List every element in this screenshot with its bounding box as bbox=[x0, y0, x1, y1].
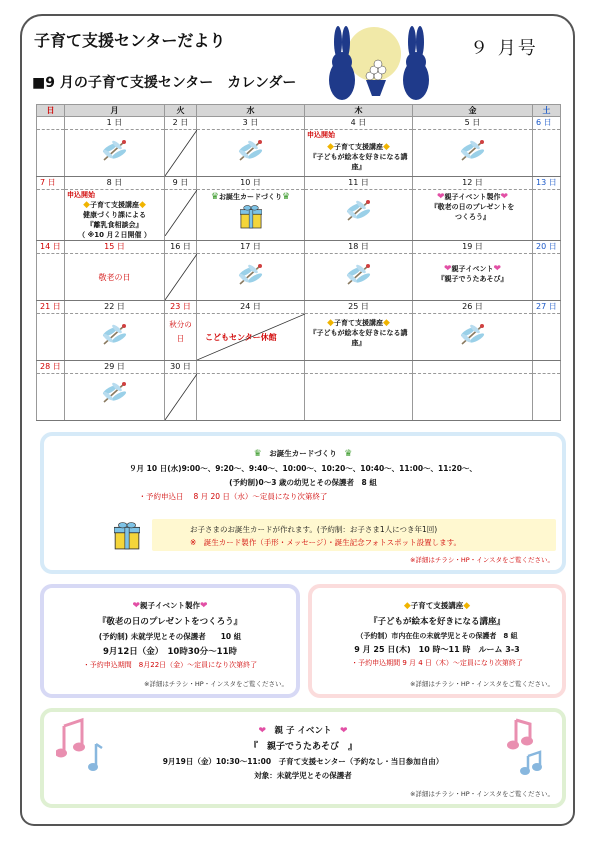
week1-content bbox=[37, 130, 561, 177]
birthday-card-section bbox=[40, 432, 566, 574]
event-name: 『子どもが絵本を好きになる講座』 bbox=[368, 617, 505, 627]
schedule-text: 9 月 25 日(木) 10 時～11 時 ルーム 3-3 bbox=[354, 645, 520, 654]
issue-label: ９ 月号 bbox=[470, 38, 538, 59]
eligibility-text: (予約制)0～3 歳の幼児とその保護者 8 組 bbox=[229, 478, 377, 487]
date-cell bbox=[533, 361, 561, 374]
diamond-icon: ◆ bbox=[327, 142, 334, 152]
content-cell bbox=[413, 254, 533, 301]
dragonfly-icon bbox=[102, 138, 128, 164]
section-title: ❤ 親 子 イベント ❤ bbox=[258, 726, 348, 736]
date-cell bbox=[413, 361, 533, 374]
date-cell: 29 日 bbox=[65, 361, 165, 374]
content-cell bbox=[305, 130, 413, 177]
content-cell bbox=[197, 130, 305, 177]
weekday-tue: 火 bbox=[165, 105, 197, 117]
info-line: お子さまのお誕生カードが作れます。(予約制：お子さま1人につき年1回) bbox=[190, 525, 438, 534]
date-cell: 19 日 bbox=[413, 241, 533, 254]
week2-content bbox=[37, 190, 561, 241]
event-name: 『敬老の日のプレゼントをつくろう』 bbox=[97, 617, 243, 627]
content-cell bbox=[65, 130, 165, 177]
schedule-text: 9月12日（金） 10時30分～11時 bbox=[103, 647, 237, 657]
date-cell: 18 日 bbox=[305, 241, 413, 254]
week5-content bbox=[37, 374, 561, 421]
dragonfly-icon bbox=[102, 380, 128, 406]
week2-dates bbox=[37, 177, 561, 190]
calendar-title: ■9 月の子育て支援センター カレンダー bbox=[32, 75, 297, 91]
schedule-text: ９月 10 日(水)9:00～、9:20～、9:40～、10:00～、10:20～、10:40～、11:00～、11:20～、 bbox=[129, 464, 477, 473]
dragonfly-icon bbox=[238, 262, 264, 288]
heart-icon: ❤ bbox=[132, 601, 140, 611]
newsletter-title: 子育て支援センターだより bbox=[28, 28, 231, 51]
content-cell bbox=[533, 314, 561, 361]
content-cell bbox=[37, 374, 65, 421]
crown-icon: ♛ bbox=[344, 449, 353, 459]
date-cell: 21 日 bbox=[37, 301, 65, 314]
info-strip bbox=[152, 519, 556, 551]
section-title: ♛ お誕生カードづくり ♛ bbox=[253, 449, 353, 459]
application-text: ・予約申込期間 9 月 4 日（木）～定員になり次第終了 bbox=[351, 659, 523, 667]
closed-label: こどもセンター休館 bbox=[205, 333, 277, 342]
date-cell: 10 日 bbox=[197, 177, 305, 190]
content-cell bbox=[165, 190, 197, 241]
date-cell: 3 日 bbox=[197, 117, 305, 130]
content-cell bbox=[533, 374, 561, 421]
dragonfly-icon bbox=[346, 262, 372, 288]
date-cell: 7 日 bbox=[37, 177, 65, 190]
slash-mark bbox=[165, 130, 197, 176]
weekday-mon: 月 bbox=[65, 105, 165, 117]
date-cell: 16 日 bbox=[165, 241, 197, 254]
date-cell: 27 日 bbox=[533, 301, 561, 314]
apply-start-tag: 申込開始 bbox=[67, 191, 95, 199]
week3-dates bbox=[37, 241, 561, 254]
event-text: ❤親子イベント❤ 『親子でうたあそび』 bbox=[437, 264, 508, 283]
details-note: ※詳細はチラシ・HP・インスタをご覧ください。 bbox=[409, 556, 554, 564]
heart-icon: ❤ bbox=[200, 601, 208, 611]
week4-content bbox=[37, 314, 561, 361]
content-cell bbox=[413, 130, 533, 177]
dragonfly-icon bbox=[346, 198, 372, 224]
date-cell: 24 日 bbox=[197, 301, 305, 314]
content-cell bbox=[413, 314, 533, 361]
content-cell bbox=[533, 254, 561, 301]
diamond-icon: ◆ bbox=[383, 318, 390, 328]
content-cell bbox=[197, 190, 305, 241]
content-cell bbox=[413, 190, 533, 241]
details-note: ※詳細はチラシ・HP・インスタをご覧ください。 bbox=[143, 680, 288, 688]
crown-icon: ♛ bbox=[253, 449, 262, 459]
week5-dates bbox=[37, 361, 561, 374]
heart-icon: ❤ bbox=[493, 264, 502, 274]
date-cell: 5 日 bbox=[413, 117, 533, 130]
content-cell bbox=[165, 314, 197, 361]
gift-icon bbox=[114, 522, 140, 550]
diamond-icon: ◆ bbox=[83, 200, 90, 210]
weekday-sun: 日 bbox=[37, 105, 65, 117]
content-cell bbox=[165, 130, 197, 177]
date-cell: 12 日 bbox=[413, 177, 533, 190]
event-text: ❤親子イベント製作❤ 『敬老の日のプレゼントを つくろう』 bbox=[430, 192, 515, 221]
date-cell: 2 日 bbox=[165, 117, 197, 130]
content-cell bbox=[65, 374, 165, 421]
details-note: ※詳細はチラシ・HP・インスタをご覧ください。 bbox=[409, 790, 554, 798]
date-cell bbox=[305, 361, 413, 374]
date-cell: 15 日 bbox=[65, 241, 165, 254]
date-cell: 20 日 bbox=[533, 241, 561, 254]
event-text: ◆子育て支援講座◆ 『子どもが絵本を好きになる講座』 bbox=[309, 318, 408, 347]
info-line: ※ 誕生カード製作（手形・メッセージ）・誕生記念フォトスポット設置します。 bbox=[190, 538, 462, 547]
details-note: ※詳細はチラシ・HP・インスタをご覧ください。 bbox=[409, 680, 554, 688]
date-cell: 14 日 bbox=[37, 241, 65, 254]
weekday-wed: 水 bbox=[197, 105, 305, 117]
content-cell bbox=[305, 314, 413, 361]
apply-start-tag: 申込開始 bbox=[307, 131, 335, 139]
crown-icon: ♛ bbox=[282, 192, 291, 202]
heart-icon: ❤ bbox=[500, 192, 509, 202]
content-cell bbox=[197, 314, 305, 361]
content-cell bbox=[533, 190, 561, 241]
section-title: ❤親子イベント製作❤ bbox=[132, 601, 208, 611]
date-cell: 6 日 bbox=[533, 117, 561, 130]
content-cell bbox=[37, 130, 65, 177]
diamond-icon: ◆ bbox=[383, 142, 390, 152]
moon-bunny-illustration bbox=[318, 24, 442, 102]
date-cell: 30 日 bbox=[165, 361, 197, 374]
diamond-icon: ◆ bbox=[403, 601, 411, 611]
parenting-lecture-section bbox=[308, 584, 566, 698]
content-cell bbox=[305, 190, 413, 241]
date-cell: 11 日 bbox=[305, 177, 413, 190]
date-cell: 17 日 bbox=[197, 241, 305, 254]
dragonfly-icon bbox=[238, 138, 264, 164]
dragonfly-icon bbox=[460, 322, 486, 348]
heart-icon: ❤ bbox=[443, 264, 452, 274]
dragonfly-icon bbox=[102, 322, 128, 348]
date-cell: 13 日 bbox=[533, 177, 561, 190]
event-text: ◆子育て支援講座◆ 『子どもが絵本を好きになる講座』 bbox=[309, 142, 408, 171]
date-cell: 26 日 bbox=[413, 301, 533, 314]
event-name: 『 親子でうたあそび 』 bbox=[248, 742, 357, 752]
content-cell bbox=[305, 254, 413, 301]
holiday-label: 秋分の 日 bbox=[169, 320, 192, 343]
date-cell: 22 日 bbox=[65, 301, 165, 314]
calendar-table bbox=[36, 104, 561, 421]
week3-content bbox=[37, 254, 561, 301]
dragonfly-icon bbox=[460, 138, 486, 164]
heart-icon: ❤ bbox=[258, 726, 267, 736]
content-cell bbox=[37, 314, 65, 361]
date-cell bbox=[37, 117, 65, 130]
holiday-label: 敬老の日 bbox=[98, 273, 131, 282]
weekday-fri: 金 bbox=[413, 105, 533, 117]
slash-mark bbox=[165, 374, 197, 420]
music-note-icon bbox=[498, 716, 548, 776]
schedule-text: 9月19日（金）10:30～11:00 子育て支援センター（予約なし・当日参加自由） bbox=[162, 757, 444, 766]
diamond-icon: ◆ bbox=[327, 318, 334, 328]
section-title: ◆子育て支援講座◆ bbox=[403, 601, 471, 611]
crown-icon: ♛ bbox=[210, 192, 219, 202]
content-cell bbox=[165, 374, 197, 421]
date-cell: 25 日 bbox=[305, 301, 413, 314]
application-text: ・予約申込期間 8月22日（金）～定員になり次第終了 bbox=[82, 661, 258, 669]
slash-mark bbox=[165, 254, 197, 300]
content-cell bbox=[197, 374, 305, 421]
date-cell bbox=[197, 361, 305, 374]
content-cell bbox=[413, 374, 533, 421]
week4-dates bbox=[37, 301, 561, 314]
date-cell: 23 日 bbox=[165, 301, 197, 314]
date-cell: 1 日 bbox=[65, 117, 165, 130]
parent-child-craft-section bbox=[40, 584, 300, 698]
content-cell bbox=[65, 190, 165, 241]
content-cell bbox=[37, 190, 65, 241]
event-text: ♛お誕生カードづくり♛ bbox=[210, 192, 291, 202]
content-cell bbox=[37, 254, 65, 301]
content-cell bbox=[65, 254, 165, 301]
eligibility-text: (予約制) 未就学児とその保護者 10 組 bbox=[98, 632, 242, 641]
slash-mark bbox=[165, 190, 197, 236]
heart-icon: ❤ bbox=[436, 192, 445, 202]
song-event-section bbox=[40, 708, 566, 808]
eligibility-text: 対象：未就学児とその保護者 bbox=[254, 771, 352, 780]
application-text: ・予約申込日 8 月 20 日（水）～定員になり次第終了 bbox=[138, 492, 328, 501]
date-cell: 9 日 bbox=[165, 177, 197, 190]
gift-icon bbox=[240, 205, 262, 229]
diamond-icon: ◆ bbox=[463, 601, 471, 611]
weekday-sat: 土 bbox=[533, 105, 561, 117]
content-cell bbox=[65, 314, 165, 361]
content-cell bbox=[305, 374, 413, 421]
heart-icon: ❤ bbox=[339, 726, 348, 736]
weekday-header-row bbox=[37, 105, 561, 117]
music-note-icon bbox=[56, 716, 106, 776]
weekday-thu: 木 bbox=[305, 105, 413, 117]
diamond-icon: ◆ bbox=[139, 200, 146, 210]
content-cell bbox=[165, 254, 197, 301]
content-cell bbox=[197, 254, 305, 301]
event-text: ◆子育て支援講座◆ 健康づくり課による 『離乳食相談会』 （ ※10 月２日開催 ） bbox=[78, 200, 151, 239]
date-cell: 8 日 bbox=[65, 177, 165, 190]
eligibility-text: （予約制）市内在住の未就学児とその保護者 8 組 bbox=[356, 632, 518, 640]
content-cell bbox=[533, 130, 561, 177]
date-cell: 28 日 bbox=[37, 361, 65, 374]
date-cell: 4 日 bbox=[305, 117, 413, 130]
week1-dates bbox=[37, 117, 561, 130]
